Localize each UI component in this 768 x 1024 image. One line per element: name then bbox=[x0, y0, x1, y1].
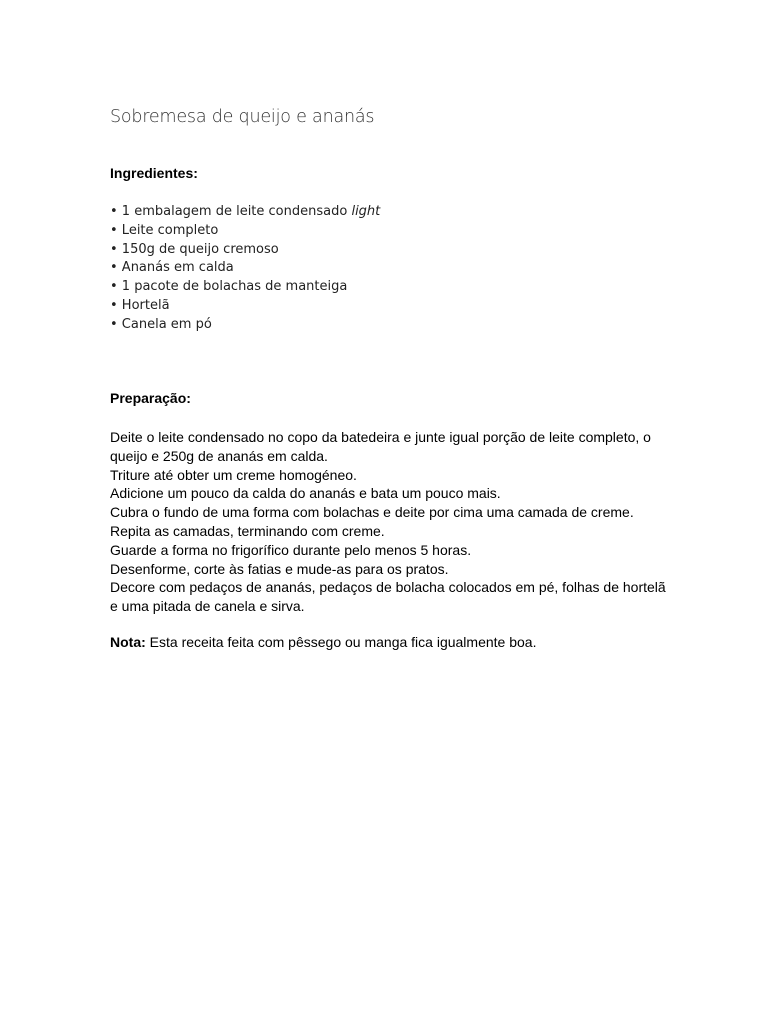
ingredients-heading: Ingredientes: bbox=[110, 165, 198, 181]
ingredient-item: • Hortelã bbox=[110, 297, 170, 313]
note-label: Nota: bbox=[110, 634, 146, 650]
preparation-step: Cubra o fundo de uma forma com bolachas e deite por cima uma camada de creme. bbox=[110, 504, 634, 521]
preparation-step: Deite o leite condensado no copo da batedeira e junte igual porção de leite completo, o queijo e 250g de ananás em calda. bbox=[110, 429, 651, 464]
ingredient-item: • 1 pacote de bolachas de manteiga bbox=[110, 279, 348, 295]
ingredient-item: • Canela em pó bbox=[110, 316, 212, 332]
preparation-heading: Preparação: bbox=[110, 390, 191, 406]
ingredient-item bbox=[110, 203, 380, 222]
preparation-step: Repita as camadas, terminando com creme. bbox=[110, 522, 385, 539]
page-title: Sobremesa de queijo e ananás bbox=[110, 107, 375, 127]
ingredient-text: • 1 embalagem de leite condensado bbox=[110, 204, 352, 219]
preparation-step: Desenforme, corte às fatias e mude-as para os pratos. bbox=[110, 560, 449, 577]
ingredient-item: • 150g de queijo cremoso bbox=[110, 241, 279, 257]
ingredient-emphasis: light bbox=[351, 204, 381, 219]
ingredients-list bbox=[110, 203, 380, 335]
preparation-step: Adicione um pouco da calda do ananás e bata um pouco mais. bbox=[110, 485, 501, 502]
preparation-steps bbox=[110, 428, 670, 616]
preparation-step: Guarde a forma no frigorífico durante pelo menos 5 horas. bbox=[110, 541, 472, 558]
ingredient-item: • Ananás em calda bbox=[110, 260, 234, 276]
ingredient-item: • Leite completo bbox=[110, 222, 219, 238]
note bbox=[110, 634, 536, 650]
note-text: Esta receita feita com pêssego ou manga fica igualmente boa. bbox=[145, 634, 537, 650]
preparation-step: Decore com pedaços de ananás, pedaços de bolacha colocados em pé, folhas de hortelã e uma pitada de canela e sirva. bbox=[110, 579, 666, 615]
preparation-step: Triture até obter um creme homogéneo. bbox=[110, 466, 357, 483]
